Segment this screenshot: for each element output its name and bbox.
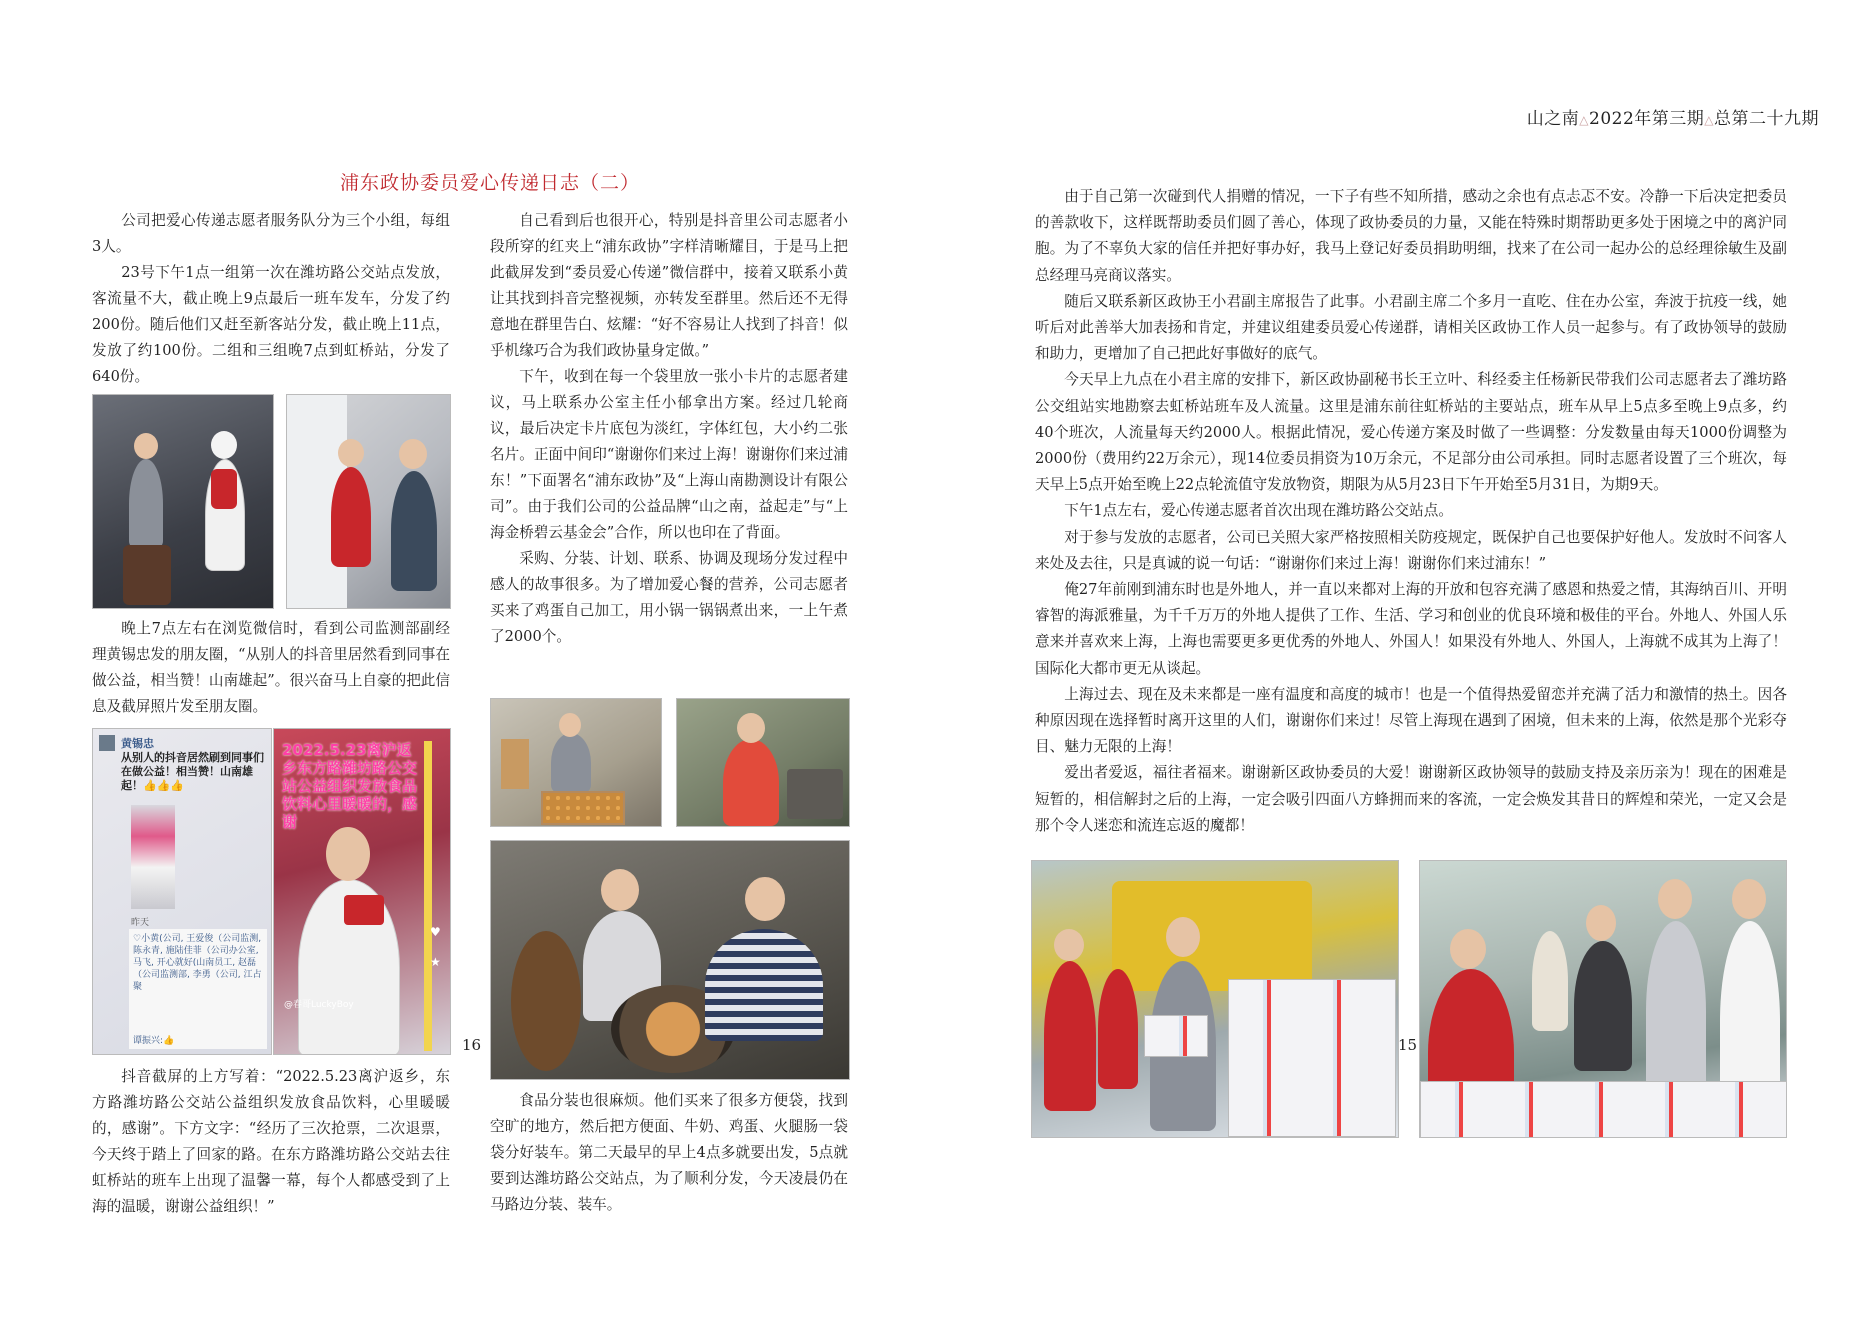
photo-night-distribution (92, 394, 274, 609)
photo-egg-boxes (490, 698, 662, 827)
paragraph: 爱出者爱返，福往者福来。谢谢新区政协委员的大爱！谢谢新区政协领导的鼓励支持及亲历亲为！现在的困难是短暂的，相信解封之后的上海，一定会吸引四面八方蜂拥而来的客流，一定会焕发其昔日的辉煌和荣光，一定又会是那个令人迷恋和流连忘返的魔都！ (1035, 764, 1787, 834)
header-separator: △ (1579, 113, 1589, 127)
paragraph: 由于自己第一次碰到代人捐赠的情况，一下子有些不知所措，感动之余也有点忐忑不安。冷静一下后决定把委员的善款收下，这样既帮助委员们圆了善心，体现了政协委员的力量，又能在特殊时期帮助更多处于困境之中的离沪同胞。为了不辜负大家的信任并把好事办好，我马上登记好委员捐助明细，找来了在公司一起办公的总经理徐敏生及副总经理马亮商议落实。 (1035, 188, 1787, 284)
paragraph: 下午1点左右，爱心传递志愿者首次出现在潍坊路公交站点。 (1064, 502, 1453, 520)
post-time: 昨天 (131, 918, 150, 928)
paragraph: 采购、分装、计划、联系、协调及现场分发过程中感人的故事很多。为了增加爱心餐的营养，公司志愿者买来了鸡蛋自己加工，用小锅一锅锅煮出来，一上午煮了2000个。 (490, 550, 848, 645)
magazine-name: 山之南 (1526, 109, 1580, 129)
douyin-caption: 2022.5.23离沪返乡东方路潍坊路公交站公益组织发放食品饮料心里暖暖的，感谢 (282, 741, 418, 831)
photo-boiling-eggs (490, 840, 850, 1080)
left-column-1-mid (92, 616, 450, 720)
photo-volunteer-at-van (286, 394, 451, 609)
paragraph: 自己看到后也很开心，特别是抖音里公司志愿者小段所穿的红夹上“浦东政协”字样清晰耀目，于是马上把此截屏发到“委员爱心传递”微信群中，接着又联系小黄让其找到抖音完整视频，亦转发至群里。然后还不无得意地在群里告白、炫耀：“好不容易让人找到了抖音！似乎机缘巧合为我们政协量身定做。” (490, 212, 848, 359)
wechat-post-text: 从别人的抖音居然刷到同事们在做公益！相当赞！山南雄起！👍👍👍 (121, 751, 264, 792)
star-icon: ★ (430, 955, 441, 969)
left-column-1-top (92, 208, 450, 390)
avatar (99, 735, 115, 751)
header-separator: △ (1704, 113, 1714, 127)
right-column (1035, 184, 1787, 839)
left-column-2-bottom (490, 1088, 848, 1218)
photo-packing-supplies (1419, 860, 1787, 1138)
douyin-video-screenshot (273, 728, 451, 1055)
paragraph: 抖音截屏的上方写着：“2022.5.23离沪返乡，东方路潍坊路公交站公益组织发放食品饮料，心里暖暖的，感谢”。下方文字：“经历了三次抢票，二次退票，今天终于踏上了回家的路。在东方路潍坊路公交站去往虹桥站的班车上出现了温馨一幕，每个人都感受到了上海的温暖，谢谢公益组织！” (92, 1068, 450, 1215)
paragraph: 俺27年前刚到浦东时也是外地人，并一直以来都对上海的开放和包容充满了感恩和热爱之情，其海纳百川、开明睿智的海派雅量，为千千万万的外地人提供了工作、生活、学习和创业的优良环境和极佳的平台。外地人、外国人乐意来并喜欢来上海，上海也需要更多更优秀的外地人、外国人！如果没有外地人、外国人，上海就不成其为上海了！国际化大都市更无从谈起。 (1035, 581, 1787, 677)
paragraph: 公司把爱心传递志愿者服务队分为三个小组，每组3人。 (92, 212, 450, 255)
magazine-header (1527, 104, 1819, 129)
heart-icon: ♥ (430, 925, 441, 939)
paragraph: 上海过去、现在及未来都是一座有温度和高度的城市！也是一个值得热爱留恋并充满了活力和激情的热土。因各种原因现在选择暂时离开这里的人们，谢谢你们来过！尽管上海现在遇到了困境，但未来的上海，依然是那个光彩夺目、魅力无限的上海！ (1035, 685, 1787, 756)
paragraph: 晚上7点左右在浏览微信时，看到公司监测部副经理黄锡忠发的朋友圈，“从别人的抖音里居然看到同事在做公益，相当赞！山南雄起”。很兴奋马上自豪的把此信息及截屏照片发至朋友圈。 (92, 620, 450, 715)
left-column-1-bottom (92, 1064, 450, 1220)
wechat-moments-screenshot (92, 728, 272, 1055)
video-thumbnail (131, 805, 175, 909)
article-title: 浦东政协委员爱心传递日志（二） (340, 172, 641, 194)
left-page (0, 0, 935, 1323)
wechat-user-name: 黄锡忠 (121, 737, 154, 750)
right-page (935, 0, 1871, 1323)
page-number-left: 16 (462, 1036, 482, 1054)
issue-number: 2022年第三期 (1589, 109, 1705, 129)
douyin-user: @春哥LuckyBoy (284, 1000, 354, 1010)
page-number-right: 15 (1398, 1036, 1418, 1054)
left-column-2-top (490, 208, 848, 650)
comment: 谭振兴:👍 (133, 1036, 175, 1046)
paragraph: 随后又联系新区政协王小君副主席报告了此事。小君副主席二个多月一直吃、住在办公室，奔波于抗疫一线，她听后对此善举大加表扬和肯定，并建议组建委员爱心传递群，请相关区政协工作人员一起参与。有了政协领导的鼓励和助力，更增加了自己把此好事做好的底气。 (1035, 292, 1787, 363)
paragraph: 23号下午1点一组第一次在潍坊路公交站点发放，客流量不大，截止晚上9点最后一班车发车，分发了约200份。随后他们又赶至新客站分发，截止晚上11点，发放了约100份。二组和三组晚7点到虹桥站，分发了640份。 (92, 264, 450, 385)
total-issue: 总第二十九期 (1714, 109, 1819, 129)
photo-volunteer-cooking (676, 698, 850, 827)
paragraph: 下午，收到在每一个袋里放一张小卡片的志愿者建议，马上联系办公室主任小郁拿出方案。经过几轮商议，最后决定卡片底包为淡红，字体红包，大小约二张名片。正面中间印“谢谢你们来过上海！谢谢你们来过浦东！”下面署名“浦东政协”及“上海山南勘测设计有限公司”。由于我们公司的公益品牌“山之南，益起走”与“上海金桥碧云基金会”合作，所以也印在了背面。 (490, 368, 848, 541)
paragraph: 食品分装也很麻烦。他们买来了很多方便袋，找到空旷的地方，然后把方便面、牛奶、鸡蛋、火腿肠一袋袋分好装车。第二天最早的早上4点多就要出发，5点就要到达潍坊路公交站点，为了顺利分发，今天凌晨仍在马路边分装、装车。 (490, 1092, 848, 1213)
paragraph: 对于参与发放的志愿者，公司已关照大家严格按照相关防疫规定，既保护自己也要保护好他人。发放时不问客人来处及去往，只是真诚的说一句话：“谢谢你们来过上海！谢谢你们来过浦东！” (1035, 528, 1787, 572)
likes-list: ♡小黄(公司, 王爱俊（公司监测, 陈永青, 施陆佳菲（公司办公室, 马飞, 开心就好(山南员工, 赵磊（公司监测部, 李勇（公司, 江占聚 (133, 934, 262, 992)
paragraph: 今天早上九点在小君主席的安排下，新区政协副秘书长王立叶、科经委主任杨新民带我们公司志愿者去了潍坊路公交组站实地勘察去虹桥站班车及人流量。这里是浦东前往虹桥站的主要站点，班车从早上5点多至晚上9点多，约40个班次，人流量每天约2000人。根据此情况，爱心传递方案及时做了一些调整：分发数量由每天1000份调整为2000份（费用约22万余元），现14位委员捐资为10万余元，不足部分由公司承担。同时志愿者设置了三个班次，每天早上5点开始至晚上22点轮流值守发放物资，期限为从5月23日下午开始至5月31日，为期9天。 (1035, 371, 1787, 494)
photo-loading-supplies (1031, 860, 1399, 1138)
